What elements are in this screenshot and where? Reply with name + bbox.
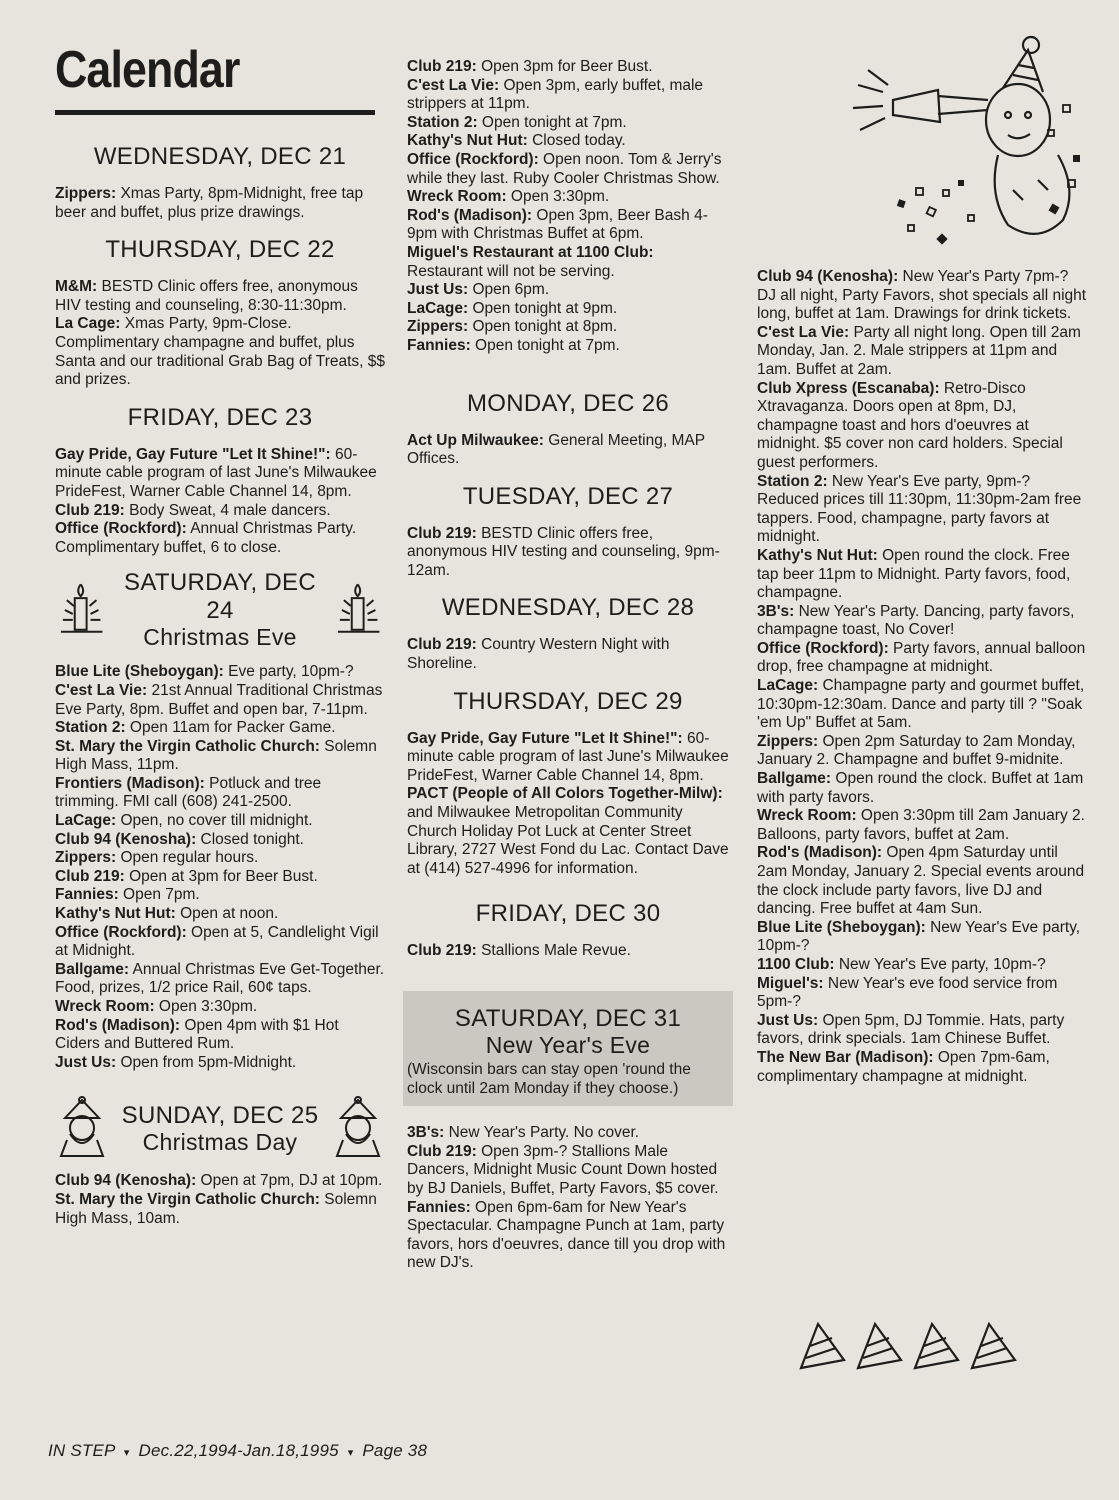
event-listing: Office (Rockford): Annual Christmas Party. Complimentary buffet, 6 to close. — [55, 520, 357, 556]
event-listing: Club 94 (Kenosha): New Year's Party 7pm-? DJ all night, Party Favors, shot specials all night long, buffet at 1am. Drawings for drink tickets. — [757, 268, 1087, 323]
party-horn-cherub-icon — [838, 30, 1088, 255]
event-listing: LaCage: Open, no cover till midnight. — [55, 812, 313, 830]
event-listing: 3B's: New Year's Party. Dancing, party favors, champagne toast, No Cover! — [757, 602, 1075, 639]
event-listing: Rod's (Madison): Open 4pm with $1 Hot Ciders and Buttered Rum. — [55, 1016, 339, 1053]
day-heading: SATURDAY, DEC 31 New Year's Eve — [403, 1005, 733, 1057]
publication-name: IN STEP — [48, 1441, 115, 1460]
event-listing: Club 219: BESTD Clinic offers free, anonymous HIV testing and counseling, 9pm-12am. — [407, 524, 720, 579]
event-listing: The New Bar (Madison): Open 7pm-6am, complimentary champagne at midnight. — [757, 1048, 1050, 1085]
event-listing: Kathy's Nut Hut: Closed today. — [407, 132, 626, 150]
event-listing: Club 219: Open at 3pm for Beer Bust. — [55, 867, 318, 885]
event-listing: Just Us: Open 6pm. — [407, 281, 550, 299]
event-listing: Kathy's Nut Hut: Open at noon. — [55, 905, 279, 923]
event-listing: PACT (People of All Colors Together-Milw): and Milwaukee Metropolitan Community Church Holiday Pot Luck at Center Street Library, 2727 West Fond du Lac. Contact Dave at (414) 527-4996 for information. — [407, 785, 729, 877]
day-heading: WEDNESDAY, DEC 28 — [441, 594, 695, 622]
title-rule — [55, 110, 375, 115]
day-heading: SUNDAY, DEC 25 Christmas Day — [121, 1102, 319, 1156]
day-heading: WEDNESDAY, DEC 21 — [93, 143, 347, 170]
party-hat-icon — [796, 1318, 1026, 1378]
event-listing: Club 94 (Kenosha): Closed tonight. — [55, 830, 304, 848]
event-listing: Miguel's Restaurant at 1100 Club: Restaurant will not be serving. — [407, 243, 654, 280]
event-listing: Office (Rockford): Open noon. Tom & Jerry's while they last. Ruby Cooler Christmas Show. — [407, 150, 722, 187]
event-listing: C'est La Vie: 21st Annual Traditional Christmas Eve Party, 8pm. Buffet and open bar, 7-11pm. — [55, 681, 383, 718]
day-heading: FRIDAY, DEC 23 — [127, 403, 313, 431]
event-listing: Club 219: Open 3pm-? Stallions Male Dancers, Midnight Music Count Down hosted by BJ Daniels, Buffet, Party Favors, $5 cover. — [407, 1142, 719, 1197]
calendar-column-1 — [55, 40, 385, 1228]
calendar-column-3 — [757, 268, 1087, 1086]
event-listing: M&M: BESTD Clinic offers free, anonymous HIV testing and counseling, 8:30-11:30pm. — [55, 278, 358, 314]
event-listing: Club 219: Country Western Night with Shoreline. — [407, 636, 670, 673]
event-listing: Ballgame: Annual Christmas Eve Get-Together. Food, prizes, 1/2 price Rail, 60¢ taps. — [55, 960, 385, 997]
day-heading: THURSDAY, DEC 22 — [105, 236, 335, 264]
event-listing: LaCage: Champagne party and gourmet buffet, 10:30pm-12:30am. Dance and party till ? "Soak 'em Up" Buffet at 5am. — [757, 677, 1085, 732]
page-number: Page 38 — [362, 1441, 428, 1460]
event-listing: Rod's (Madison): Open 3pm, Beer Bash 4-9pm with Christmas Buffet at 6pm. — [407, 206, 708, 243]
event-listing: Office (Rockford): Open at 5, Candlelight Vigil at Midnight. — [55, 923, 379, 960]
event-listing: Wreck Room: Open 3:30pm. — [55, 998, 258, 1015]
day-heading: TUESDAY, DEC 27 — [462, 482, 674, 510]
event-listing: Station 2: Open 11am for Packer Game. — [55, 719, 336, 737]
day-heading: MONDAY, DEC 26 — [466, 389, 670, 417]
candle-icon — [55, 580, 108, 638]
event-listing: C'est La Vie: Party all night long. Open till 2am Monday, Jan. 2. Male strippers at 11pm and 1am. Buffet at 2am. — [757, 323, 1081, 378]
event-listing: Miguel's: New Year's eve food service from 5pm-? — [757, 974, 1058, 1011]
day-subheading: Christmas Eve — [143, 624, 297, 651]
event-listing: Fannies: Open 6pm-6am for New Year's Spectacular. Champagne Punch at 1am, party favors, hors d'oeuvres, dance till you drop with new DJ's. — [407, 1198, 726, 1272]
event-listing: Office (Rockford): Party favors, annual balloon drop, free champagne at midnight. — [757, 639, 1086, 676]
event-listing: Act Up Milwaukee: General Meeting, MAP Offices. — [407, 431, 705, 468]
event-listing: St. Mary the Virgin Catholic Church: Solemn High Mass, 11pm. — [55, 737, 377, 774]
event-listing: 1100 Club: New Year's Eve party, 10pm-? — [757, 955, 1046, 973]
nye-note: (Wisconsin bars can stay open 'round the clock until 2am Monday if they choose.) — [407, 1061, 691, 1097]
event-listing: Club 219: Open 3pm for Beer Bust. — [407, 58, 653, 75]
event-listing: Fannies: Open 7pm. — [55, 886, 200, 904]
event-listing: C'est La Vie: Open 3pm, early buffet, male strippers at 11pm. — [407, 76, 704, 113]
event-listing: Gay Pride, Gay Future "Let It Shine!": 60-minute cable program of last June's Milwaukee PrideFest, Warner Cable Channel 14, 8pm. — [407, 729, 729, 784]
event-listing: Frontiers (Madison): Potluck and tree trimming. FMI call (608) 241-2500. — [55, 774, 322, 811]
santa-icon — [55, 1096, 109, 1160]
event-listing: Blue Lite (Sheboygan): New Year's Eve party, 10pm-? — [757, 918, 1081, 955]
page-title: Calendar — [55, 41, 240, 99]
event-listing: Club 219: Stallions Male Revue. — [407, 942, 631, 960]
event-listing: Kathy's Nut Hut: Open round the clock. Free tap beer 11pm to Midnight. Party favors, food, champagne. — [757, 546, 1071, 602]
event-listing: Club 94 (Kenosha): Open at 7pm, DJ at 10pm. — [55, 1172, 383, 1190]
event-listing: La Cage: Xmas Party, 9pm-Close. Complimentary champagne and buffet, plus Santa and our traditional Grab Bag of Treats, $$ and prizes. — [55, 315, 386, 389]
day-subheading: New Year's Eve — [485, 1032, 651, 1058]
event-listing: Just Us: Open 5pm, DJ Tommie. Hats, party favors, drink specials. 1am Chinese Buffet. — [757, 1011, 1065, 1048]
event-listing: Wreck Room: Open 3:30pm. — [407, 188, 610, 206]
day-subheading: Christmas Day — [142, 1129, 298, 1156]
event-listing: Zippers: Open regular hours. — [55, 849, 259, 867]
day-heading: FRIDAY, DEC 30 — [475, 900, 661, 928]
event-listing: Blue Lite (Sheboygan): Eve party, 10pm-? — [55, 663, 354, 681]
page-footer — [48, 1441, 427, 1461]
issue-dates: Dec.22,1994-Jan.18,1995 — [138, 1441, 339, 1460]
event-listing: Zippers: Open 2pm Saturday to 2am Monday, January 2. Champagne and buffet 9-midnite. — [757, 732, 1076, 769]
candle-icon — [332, 580, 385, 638]
event-listing: Zippers: Xmas Party, 8pm-Midnight, free tap beer and buffet, plus prize drawings. — [55, 185, 364, 221]
event-listing: Gay Pride, Gay Future "Let It Shine!": 60-minute cable program of last June's Milwaukee PrideFest, Warner Cable Channel 14, 8pm. — [55, 445, 377, 500]
footer-separator: ▾ — [347, 1447, 354, 1459]
new-years-eve-box — [403, 991, 733, 1106]
christmas-day-heading-row — [55, 1096, 385, 1160]
event-listing: St. Mary the Virgin Catholic Church: Solemn High Mass, 10am. — [55, 1190, 377, 1227]
event-listing: Station 2: Open tonight at 7pm. — [407, 113, 627, 131]
event-listing: Ballgame: Open round the clock. Buffet at 1am with party favors. — [757, 770, 1084, 806]
event-listing: Fannies: Open tonight at 7pm. — [407, 336, 620, 354]
event-listing: Club Xpress (Escanaba): Retro-Disco Xtravaganza. Doors open at 8pm, DJ, champagne toast and hors d'oeuvres at midnight. $5 cover non card holders. Special guest performers. — [757, 379, 1063, 471]
day-heading: THURSDAY, DEC 29 — [453, 687, 683, 715]
event-listing: Station 2: New Year's Eve party, 9pm-? Reduced prices till 11:30pm, 11:30pm-2am free tappers. Food, champagne, party favors at midnight. — [757, 472, 1082, 546]
event-listing: Zippers: Open tonight at 8pm. — [407, 318, 618, 336]
event-listing: Club 219: Body Sweat, 4 male dancers. — [55, 501, 331, 519]
christmas-eve-heading-row — [55, 569, 385, 649]
day-heading: SATURDAY, DEC 24 Christmas Eve — [108, 569, 331, 649]
santa-icon — [331, 1096, 385, 1160]
event-listing: Wreck Room: Open 3:30pm till 2am January 2. Balloons, party favors, buffet at 2am. — [757, 807, 1085, 843]
event-listing: Rod's (Madison): Open 4pm Saturday until 2am Monday, January 2. Special events around the clock include party favors, live DJ and dancing. Free buffet at 4am Sun. — [757, 844, 1085, 918]
calendar-column-2 — [407, 58, 729, 1273]
event-listing: Just Us: Open from 5pm-Midnight. — [55, 1053, 297, 1071]
footer-separator: ▾ — [123, 1447, 130, 1459]
event-listing: 3B's: New Year's Party. No cover. — [407, 1124, 640, 1142]
event-listing: LaCage: Open tonight at 9pm. — [407, 299, 618, 317]
